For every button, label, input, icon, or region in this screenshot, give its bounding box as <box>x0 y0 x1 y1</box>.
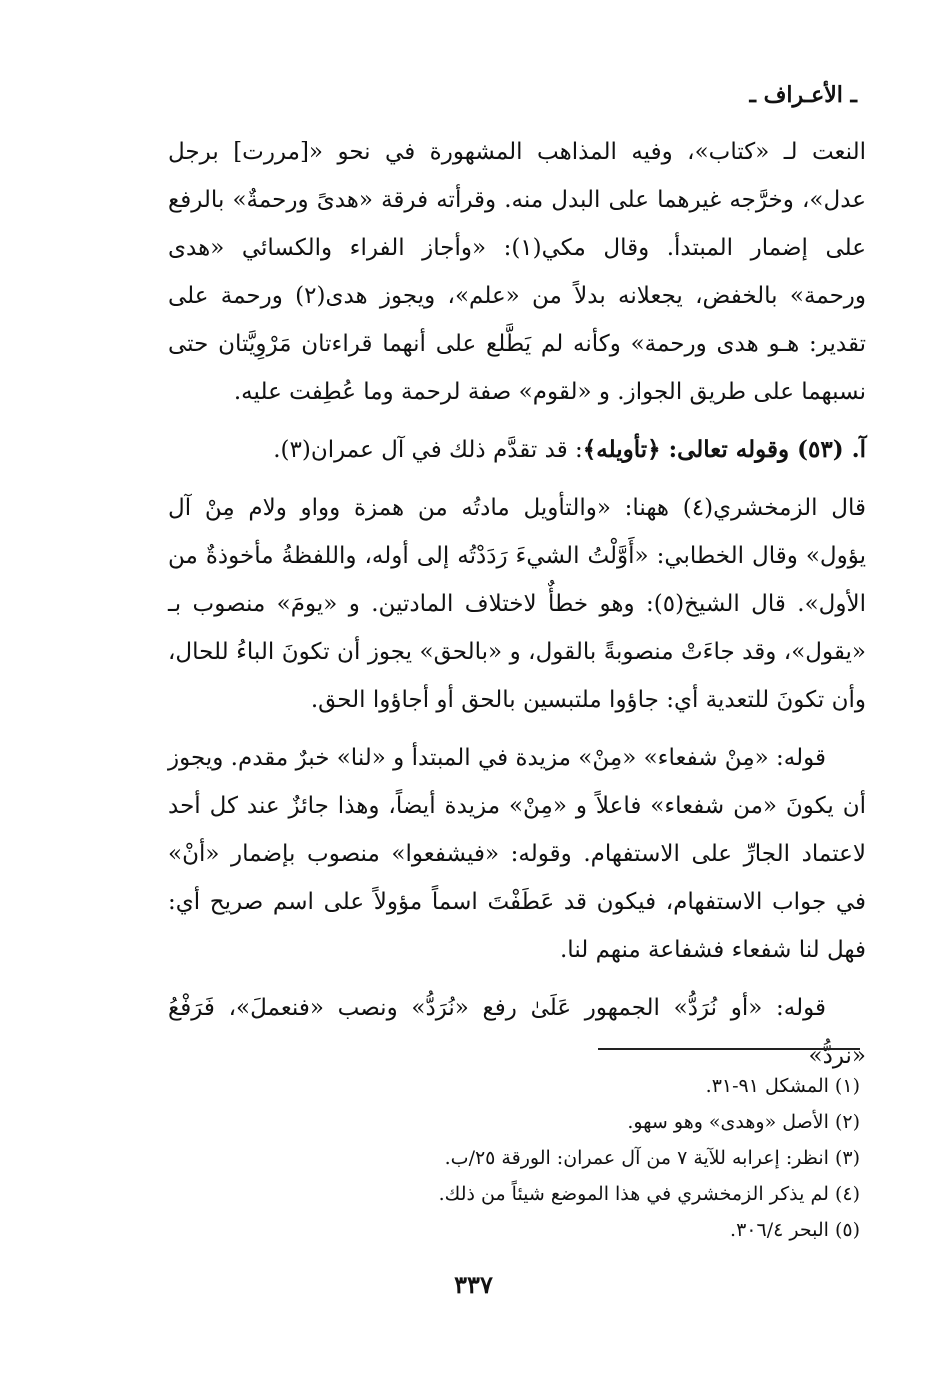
footnote-divider <box>598 1048 860 1050</box>
verse-heading: آ. (٥٣) وقوله تعالى: ﴿تأويله﴾ <box>582 436 866 463</box>
page-number: ٣٣٧ <box>454 1270 493 1299</box>
footnote-2: (٢) الأصل «وهدى» وهو سهو. <box>627 1111 860 1133</box>
main-text <box>168 128 866 1090</box>
footnotes <box>300 1068 860 1248</box>
footnote-1: (١) المشكل ٩١-٣١. <box>705 1075 860 1097</box>
paragraph-4: قوله: «أو نُرَدُّ» الجمهور عَلَىٰ رفع «نُرَدُّ» ونصب «فنعملَ»، فَرَفْعُ «نردُّ» <box>168 995 866 1069</box>
paragraph-3: قوله: «مِنْ شفعاء» «مِنْ» مزيدة في المبتدأ و «لنا» خبرٌ مقدم. ويجوز أن يكونَ «من شفعاء» فاعلاً و «مِنْ» مزيدة أيضاً، وهذا جائزٌ عند كل أحد لاعتماد الجارِّ على الاستفهام. وقوله: «فيشفعوا» منصوب بإضمار «أنْ» في جواب الاستفهام، فيكون قد عَطَفْتَ اسماً مؤولاً على اسم صريح أي: فهل لنا شفعاء فشفاعة منهم لنا. <box>168 745 866 963</box>
footnote-3: (٣) انظر: إعرابه للآية ٧ من آل عمران: الورقة ٢٥/ب. <box>444 1147 860 1169</box>
paragraph-1: النعت لـ «كتاب»، وفيه المذاهب المشهورة في نحو «[مررت] برجل عدل»، وخرَّجه غيرهما على البدل منه. وقرأته فرقة «هدىً ورحمةٌ» بالرفع على إضمار المبتدأ. وقال مكي(١): «وأجاز الفراء والكسائي «هدى ورحمة» بالخفض، يجعلانه بدلاً من «علم»، ويجوز هدى(٢) ورحمة على تقدير: هـو هدى ورحمة» وكأنه لم يَطَّلع على أنهما قراءتان مَرْوِيَّتان حتى نسبهما على طريق الجواز. و «لقوم» صفة لرحمة وما عُطِفت عليه. <box>168 139 866 405</box>
verse-line <box>168 426 866 474</box>
footnote-4: (٤) لم يذكر الزمخشري في هذا الموضع شيئاً من ذلك. <box>438 1183 860 1205</box>
footnote-5: (٥) البحر ٣٠٦/٤. <box>730 1219 860 1241</box>
running-header: ـ الأعـراف ـ <box>749 82 857 108</box>
verse-note: : قد تقدَّم ذلك في آل عمران(٣). <box>273 437 583 463</box>
paragraph-2: قال الزمخشري(٤) ههنا: «والتأويل مادتُه من همزة وواو ولام مِنْ آل يؤول» وقال الخطابي: «أَوَّلْتُ الشيءَ رَدَدْتُه إلى أوله، واللفظةُ مأخوذةٌ من الأول». قال الشيخ(٥): وهو خطأٌ لاختلاف المادتين. و «يومَ» منصوب بـ «يقول»، وقد جاءَتْ منصوبةً بالقول، و «بالحق» يجوز أن تكونَ الباءُ للحال، وأن تكونَ للتعدية أي: جاؤوا ملتبسين بالحق أو أجاؤوا الحق. <box>168 495 866 713</box>
